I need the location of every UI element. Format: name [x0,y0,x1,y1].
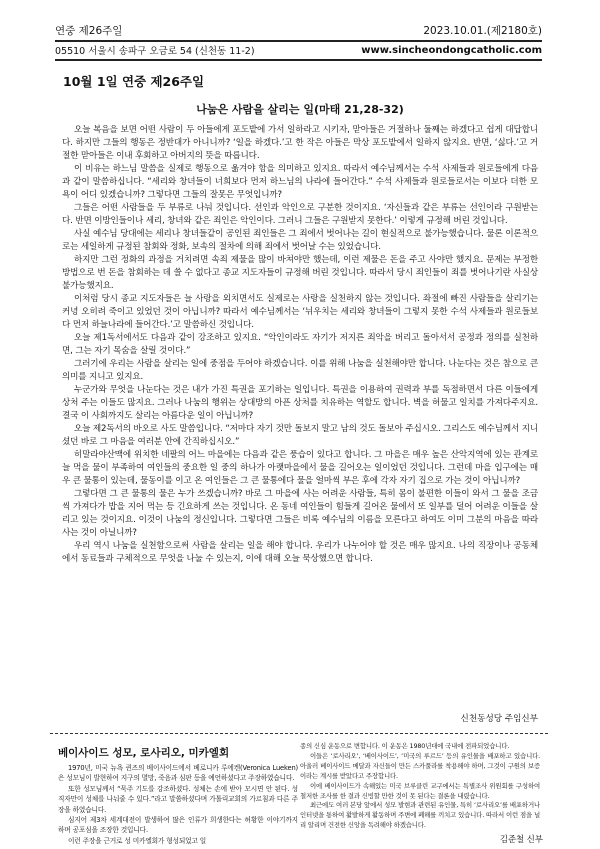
issue-title: 연중 제26주일 [55,24,123,37]
homily-paragraph: 오늘 복음을 보면 어떤 사람이 두 아들에게 포도밭에 가서 일하라고 시키자, 맏아들은 거절하나 둘째는 하겠다고 쉽게 대답합니다. 하지만 그들의 행동은 정반대가 아니니까? ‘일을 하겠다.’고 한 작은 아들은 막상 포도밭에서 일하지 않지요. 반면, ‘싫다.’고 거절한 맏아들은 이내 후회하고 아버지의 뜻을 따릅니다. [62,125,538,161]
article-title: 베이사이드 성모, 로사리오, 미카엘회 [58,747,230,759]
homily-paragraph: 히말라야산맥에 위치한 네팔의 어느 마을에는 다음과 같은 풍습이 있다고 합니다. 그 마을은 매우 높은 산악지역에 있는 관계로 늘 먹을 물이 부족하여 여인들의 중요한 일 중의 하나가 아랫마을에서 물을 길어오는 일이었던 것입니다. 그런데 마을 입구에는 매우 큰 물통이 있는데, 물동이를 이고 온 여인들은 그 큰 물통에다 물을 얼마씩 부은 후에 각자 자기 집으로 가는 것이 아닙니까? [62,450,538,486]
homily-paragraph: 그렇다면 그 큰 물통의 물은 누가 쓰겠습니까? 바로 그 마을에 사는 어려운 사람들, 특히 몸이 불편한 이들이 와서 그 물을 조금씩 가져다가 밥을 지어 먹는 등 긴요하게 쓰는 것입니다. 온 동네 여인들이 힘들게 길어온 물에서 또 일부를 덜어 어려운 이들을 살리고 있는 것이지요. 이것이 나눔의 정신입니다. 그렇다면 그들은 비록 예수님의 이름을 모른다고 하여도 이미 그분의 마음을 따라 사는 것이 아닐니까? [62,489,538,538]
article-paragraph: 이에 베이사이드가 속해있는 미국 브루클린 교구에서는 특별조사 위원회를 구성하여 철저한 조사를 한 결과 신빙할 만한 것이 못 된다는 결론을 내렸습니다. [300,781,540,800]
homily-paragraph: 오늘 제2독서의 바오로 사도 말씀입니다. “저마다 자기 것만 돌보지 말고 남의 것도 돌보아 주십시오. 그리스도 예수님께서 지니셨던 바로 그 마음을 여러분 안에 간직하십시오.” [62,424,538,447]
homily-paragraph: 오늘 제1독서에서도 다음과 같이 강조하고 있지요. “악인이라도 자기가 저지른 죄악을 버리고 돌아서서 공정과 정의를 실천하면, 그는 자기 목숨을 살릴 것이다.” [62,333,538,356]
article-paragraph: 심지어 제3차 세계대전이 발생하여 많은 인류가 희생한다는 허황한 이야기까지 하며 공포심을 조장한 것입니다. [58,815,298,835]
homily-body [62,124,538,566]
homily-paragraph: 누군가와 무엇을 나눈다는 것은 내가 가진 특권을 포기하는 일입니다. 특권을 이용하여 권력과 부를 독점하면서 다른 이들에게 상처 주는 이들도 많지요. 그러나 나눔의 행위는 상대방의 아픈 상처를 치유하는 역할도 합니다. 벽을 허물고 일치를 가져다주지요. 결국 이 사회까지도 살리는 아름다운 일이 아닙니까? [62,385,538,421]
article-paragraph: 이런 주장을 근거로 성 미카엘회가 형성되었고 일 [68,836,207,845]
header-divider [55,59,542,61]
homily-heading: 10월 1일 연중 제26주일 [63,74,205,89]
parish-address: 05510 서울시 송파구 오금로 54 (신천동 11-2) [55,46,255,57]
article-paragraph: 1970년, 미국 뉴욕 퀸즈의 베이사이드에서 베로니카 루에켄(Veronica Lueken)은 성모님이 발현하여 지구의 멸망, 죽음과 심판 등을 예언하셨다고 주장하였습니다. [58,764,298,783]
article-left-column [58,763,298,846]
homily-paragraph: 사실 예수님 당대에는 세리나 창녀들같이 공인된 죄인들은 그 죄에서 벗어나는 길이 현실적으로 불가능했습니다. 물론 이론적으로는 세일하게 규정된 참회와 정화, 보속의 절차에 의해 죄에서 벗어날 수는 있었습니다. [62,229,538,252]
homily-paragraph: 우리 역시 나눔을 실천함으로써 사람을 살리는 일을 해야 합니다. 우리가 나누어야 할 것은 매우 많지요. 나의 직장이나 공동체에서 동료들과 구체적으로 무엇을 나눌 수 있는지, 이에 대해 오늘 묵상했으면 합니다. [62,541,538,564]
homily-paragraph: 이처럼 당시 종교 지도자들은 늘 사랑을 외치면서도 실제로는 사랑을 실천하지 않는 것입니다. 좌절에 빠진 사람들을 살리기는커녕 오히려 죽이고 있었던 것이 아닙니까? 따라서 예수님께서는 ‘뉘우치는 세리와 창녀들이 그렇지 못한 수석 사제들과 원로들보다 먼저 하늘나라에 들어간다.’고 말씀하신 것입니다. [62,294,538,330]
article-paragraph: 최근에도 여러 본당 앞에서 성모 발현과 관련된 유인물, 특히 ‘로사리오’를 배포하거나 인터넷을 통하여 활발하게 활동하며 주변에 폐해를 끼치고 있습니다. 따라서 이런 점을 널리 알리며 건전한 신앙을 독려해야 하겠습니다. [300,801,540,830]
homily-title: 나눔은 사람을 살리는 일(마태 21,28-32) [196,103,404,116]
homily-signature: 신천동성당 주임신부 [460,714,538,724]
article-signature: 김준철 신부 [499,834,543,844]
homily-paragraph: 하지만 그런 정화의 과정을 거치려면 속죄 제물을 많이 바쳐야만 했는데, 이런 제물은 돈을 주고 사야만 했지요. 문제는 부정한 방법으로 번 돈을 참회하는 데 쓸 수 없다고 종교 지도자들이 규정해 버린 것입니다. 따라서 당시 죄인들이 죄를 벗어나기란 사실상 불가능했지요. [62,255,538,291]
homily-paragraph: 그러기에 우리는 사람을 살리는 일에 중점을 두어야 하겠습니다. 이를 위해 나눔을 실천해야만 합니다. 나눈다는 것은 참으로 큰 의미를 지니고 있지요. [62,359,538,382]
homily-paragraph: 그들은 어떤 사람들을 두 부류로 나눠 것입니다. 선인과 악인으로 구분한 것이지요. ‘자신들과 같은 부류는 선인이라 구원받는다. 반면 이방인들이나 세리, 창녀와 같은 죄인은 악인이다. 그러니 그들은 구원받지 못한다.’ 이렇게 규정해 버린 것입니다. [62,203,538,226]
article-paragraph: 종의 신심 운동으로 변합니다. 이 운동은 1980년대에 국내에 전파되었습니다. [300,742,510,750]
article-paragraph: 이들은 ‘로사리오’, ‘베이사이드’, ‘미국의 루르드’ 등의 유인물을 배포하고 있습니다. 아울러 베이사이드 메달과 자신들이 만든 스카풀라를 착용해야 하며, 그것이 구원의 보증이라는 계시를 받았다고 주장합니다. [300,751,540,780]
article-paragraph: 또한 성모님께서 “묵주 기도를 강조하셨다. 성체는 손에 받아 모시면 안 된다. 성직자만이 성체를 나눠줄 수 있다.”라고 말씀하셨다며 가톨릭교회의 가르침과 다른 주장을 하였습니다. [58,784,298,814]
section-divider [50,733,548,734]
website-link[interactable]: www.sincheondongcatholic.com [361,44,542,56]
header-top [55,22,542,42]
issue-date-number: 2023.10.01.(제2180호) [423,24,542,37]
header-bottom [55,43,542,57]
article-right-column [300,742,540,831]
homily-paragraph: 이 비유는 하느님 말씀을 실제로 행동으로 옮겨야 함을 의미하고 있지요. 따라서 예수님께서는 수석 사제들과 원로들에게 다음과 같이 말씀하십니다. “세리와 창녀들이 너희보다 먼저 하느님의 나라에 들어간다.” 수석 사제들과 원로들로서는 이보다 더한 모욕이 어디 있겠습니까? 그렇다면 그들의 잘못은 무엇입니까? [62,164,538,200]
